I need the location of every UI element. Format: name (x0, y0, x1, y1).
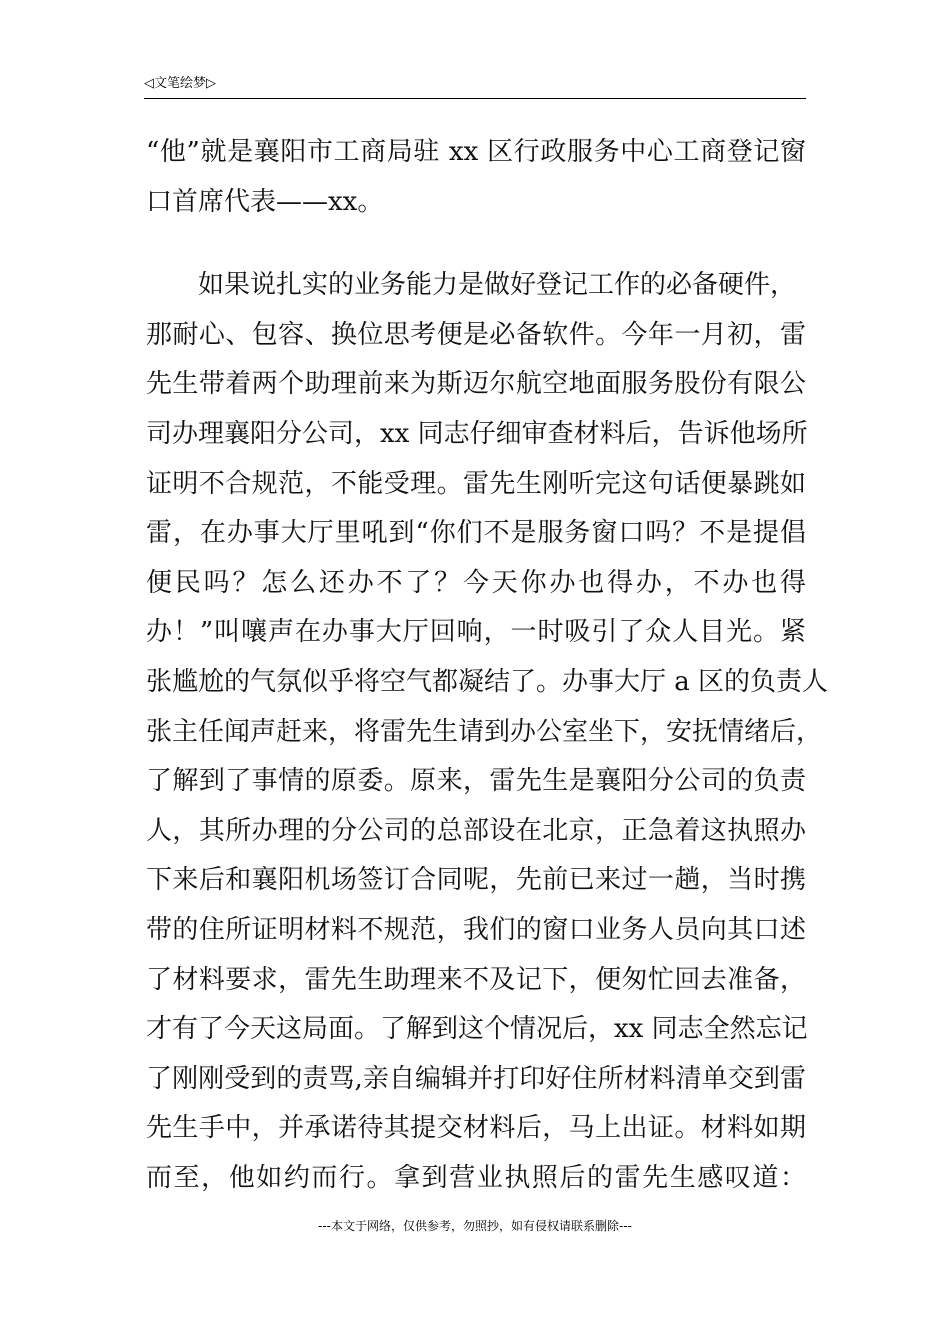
paragraph-line: 了材料要求，雷先生助理来不及记下，便匆忙回去准备， (146, 964, 806, 995)
paragraph-line: 下来后和襄阳机场签订合同呢，先前已来过一趟，当时携 (146, 865, 806, 896)
paragraph-line: 办！”叫嚷声在办事大厅回响，一时吸引了众人目光。紧 (146, 617, 806, 648)
paragraph-line: 才有了今天这局面。了解到这个情况后，xx 同志全然忘记 (146, 1014, 808, 1045)
paragraph-line: 而至，他如约而行。拿到营业执照后的雷先生感叹道： (146, 1162, 806, 1193)
page-footer: ---本文于网络，仅供参考，勿照抄，如有侵权请联系删除--- (318, 1219, 632, 1233)
paragraph-line: 那耐心、包容、换位思考便是必备软件。今年一月初，雷 (146, 319, 806, 350)
paragraph-line: 张主任闻声赶来，将雷先生请到办公室坐下，安抚情绪后， (146, 716, 823, 747)
paragraph-line: 张尴尬的气氛似乎将空气都凝结了。办事大厅 a 区的负责人 (146, 666, 829, 697)
paragraph-line: 口首席代表——xx。 (146, 186, 384, 217)
paragraph-line: 带的住所证明材料不规范，我们的窗口业务人员向其口述 (146, 914, 806, 945)
paragraph-line: 人，其所办理的分公司的总部设在北京，正急着这执照办 (146, 815, 806, 846)
paragraph-2 (146, 261, 829, 1203)
header-title: ◁文笔绘梦▷ (144, 76, 216, 91)
paragraph-line: 证明不合规范，不能受理。雷先生刚听完这句话便暴跳如 (146, 468, 806, 499)
paragraph-line: “他”就是襄阳市工商局驻 xx 区行政服务中心工商登记窗 (146, 137, 806, 167)
paragraph-line: 如果说扎实的业务能力是做好登记工作的必备硬件， (198, 270, 797, 301)
paragraph-line: 了刚刚受到的责骂,亲自编辑并打印好住所材料清单交到雷 (146, 1063, 806, 1094)
page-header (144, 74, 806, 99)
paragraph-line: 先生手中，并承诺待其提交材料后，马上出证。材料如期 (146, 1113, 806, 1144)
paragraph-line: 便民吗？怎么还办不了？今天你办也得办，不办也得 (146, 567, 806, 598)
paragraph-1 (146, 128, 806, 227)
paragraph-line: 了解到了事情的原委。原来，雷先生是襄阳分公司的负责 (146, 766, 806, 797)
paragraph-line: 雷，在办事大厅里吼到“你们不是服务窗口吗？不是提倡 (146, 518, 806, 549)
paragraph-line: 先生带着两个助理前来为斯迈尔航空地面服务股份有限公 (146, 369, 806, 400)
document-body (146, 128, 829, 1203)
paragraph-gap (146, 227, 806, 261)
paragraph-line: 司办理襄阳分公司，xx 同志仔细审查材料后，告诉他场所 (146, 418, 808, 449)
